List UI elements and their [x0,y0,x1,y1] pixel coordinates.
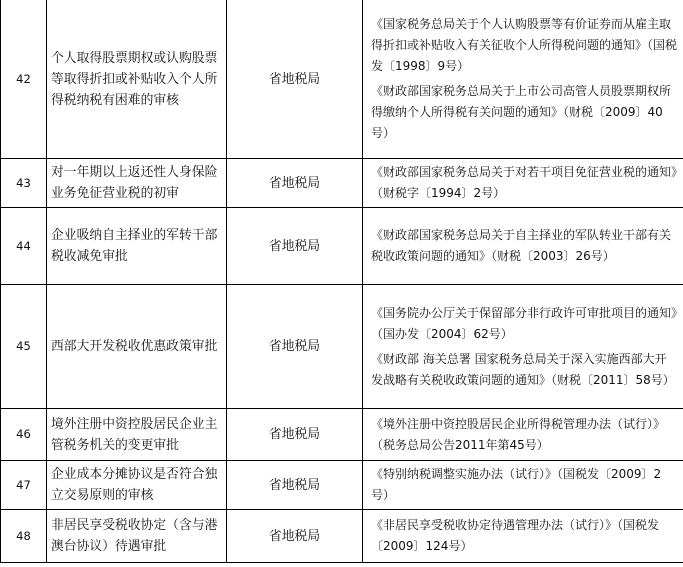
legal-basis [363,461,683,510]
row-number: 48 [1,510,47,563]
table-row [1,409,683,461]
table-row [1,208,683,285]
legal-basis-document: 《境外注册中资控股居民企业所得税管理办法（试行）》（税务总局公告2011年第45号） [371,416,666,452]
table-row [1,0,683,159]
legal-basis-document: 《财政部国家税务总局关于上市公司高管人员股票期权所得缴纳个人所得税有关问题的通知》（财税〔2009〕40号） [371,84,672,140]
row-number: 47 [1,461,47,510]
row-number: 42 [1,0,47,159]
approval-item: 西部大开发税收优惠政策审批 [47,285,227,409]
legal-basis [363,285,683,409]
legal-basis-document: 《财政部国家税务总局关于自主择业的军队转业干部有关税收政策问题的通知》（财税〔2003〕26号） [371,228,672,263]
approval-item: 企业吸纳自主择业的军转干部税收减免审批 [47,208,227,285]
legal-basis [363,159,683,208]
legal-basis [363,510,683,563]
legal-basis-document: 《财政部 海关总署 国家税务总局关于深入实施西部大开发战略有关税收政策问题的通知》（财税〔2011〕58号） [371,351,675,387]
row-number: 44 [1,208,47,285]
table-row [1,461,683,510]
implementing-department: 省地税局 [227,510,363,563]
row-number: 45 [1,285,47,409]
implementing-department: 省地税局 [227,208,363,285]
legal-basis-document: 《国家税务总局关于个人认购股票等有价证券而从雇主取得折扣或补贴收入有关征收个人所得税问题的通知》（国税发〔1998〕9号） [371,17,678,73]
approval-item: 对一年期以上返还性人身保险业务免征营业税的初审 [47,159,227,208]
legal-basis [363,208,683,285]
legal-basis [363,409,683,461]
legal-basis-document: 《财政部国家税务总局关于对若干项目免征营业税的通知》（财税字〔1994〕2号） [371,165,678,200]
approval-item: 境外注册中资控股居民企业主管税务机关的变更审批 [47,409,227,461]
implementing-department: 省地税局 [227,285,363,409]
approval-item: 个人取得股票期权或认购股票等取得折扣或补贴收入个人所得税纳税有困难的审核 [47,0,227,159]
row-number: 43 [1,159,47,208]
table-row [1,510,683,563]
legal-basis-document: 《国务院办公厅关于保留部分非行政许可审批项目的通知》（国办发〔2004〕62号） [371,305,678,341]
approval-item: 企业成本分摊协议是否符合独立交易原则的审核 [47,461,227,510]
implementing-department: 省地税局 [227,409,363,461]
implementing-department: 省地税局 [227,461,363,510]
legal-basis-document: 《非居民享受税收协定待遇管理办法（试行）》（国税发〔2009〕124号） [371,518,660,553]
legal-basis [363,0,683,159]
approval-item: 非居民享受税收协定（含与港澳台协议）待遇审批 [47,510,227,563]
table-row [1,285,683,409]
implementing-department: 省地税局 [227,159,363,208]
legal-basis-document: 《特别纳税调整实施办法（试行）》（国税发〔2009〕2号） [371,467,662,502]
row-number: 46 [1,409,47,461]
table-row [1,159,683,208]
implementing-department: 省地税局 [227,0,363,159]
